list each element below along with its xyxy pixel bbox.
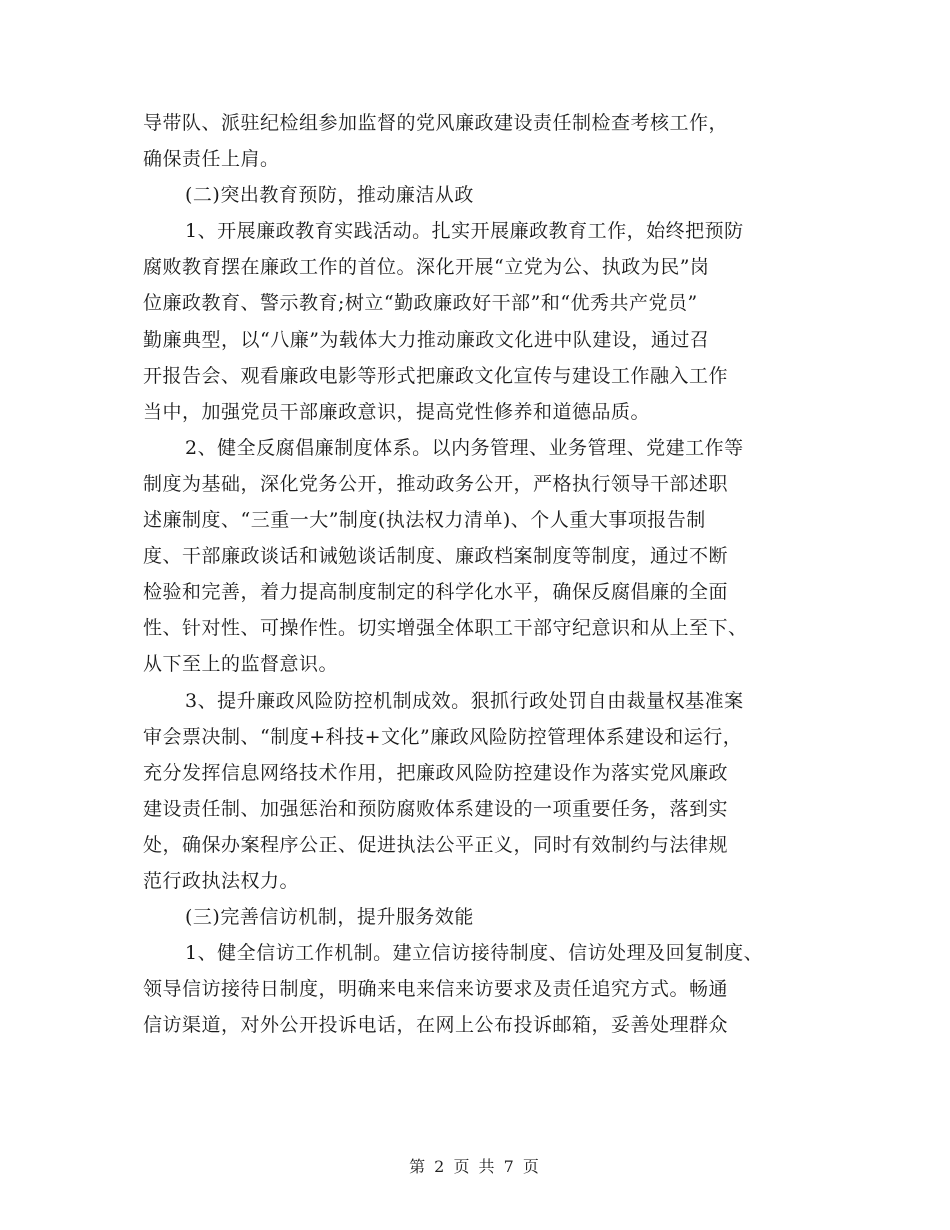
document-body — [143, 105, 833, 1043]
text-line: 述廉制度、“三重一大”制度(执法权力清单)、个人重大事项报告制 — [143, 509, 706, 532]
page-number-footer: 第 2 页 共 7 页 — [409, 1157, 541, 1176]
paragraph-start: 2、健全反腐倡廉制度体系。以内务管理、业务管理、党建工作等 — [185, 436, 744, 459]
text-line: 建设责任制、加强惩治和预防腐败体系建设的一项重要任务，落到实 — [143, 797, 729, 820]
text-line: 从下至上的监督意识。 — [143, 653, 339, 676]
text-line: 充分发挥信息网络技术作用，把廉政风险防控建设作为落实党风廉政 — [143, 761, 729, 784]
text-line: 导带队、派驻纪检组参加监督的党风廉政建设责任制检查考核工作， — [143, 112, 729, 134]
text-line: 处，确保办案程序公正、促进执法公平正义，同时有效制约与法律规 — [143, 833, 729, 856]
text-line: 确保责任上肩。 — [143, 148, 280, 171]
text-line: 位廉政教育、警示教育;树立“勤政廉政好干部”和“优秀共产党员” — [143, 292, 698, 315]
text-line: 信访渠道，对外公开投诉电话，在网上公布投诉邮箱，妥善处理群众 — [143, 1014, 729, 1037]
paragraph-start: 3、提升廉政风险防控机制成效。狠抓行政处罚自由裁量权基准案 — [185, 689, 744, 712]
text-line: 范行政执法权力。 — [143, 869, 300, 892]
section-heading: (三)完善信访机制，提升服务效能 — [185, 906, 474, 929]
text-line: 开报告会、观看廉政电影等形式把廉政文化宣传与建设工作融入工作 — [143, 364, 729, 387]
text-line: 勤廉典型，以“八廉”为载体大力推动廉政文化进中队建设，通过召 — [143, 328, 710, 351]
text-line: 腐败教育摆在廉政工作的首位。深化开展“立党为公、执政为民”岗 — [143, 256, 710, 279]
paragraph-start: 1、开展廉政教育实践活动。扎实开展廉政教育工作，始终把预防 — [185, 220, 744, 243]
paragraph-start: 1、健全信访工作机制。建立信访接待制度、信访处理及回复制度、 — [185, 942, 764, 965]
text-line: 制度为基础，深化党务公开，推动政务公开，严格执行领导干部述职 — [143, 472, 729, 495]
section-heading: (二)突出教育预防，推动廉洁从政 — [185, 184, 474, 207]
text-line: 度、干部廉政谈话和诫勉谈话制度、廉政档案制度等制度，通过不断 — [143, 545, 729, 568]
text-line: 当中，加强党员干部廉政意识，提高党性修养和道德品质。 — [143, 400, 651, 423]
text-line: 检验和完善，着力提高制度制定的科学化水平，确保反腐倡廉的全面 — [143, 581, 729, 604]
text-line: 领导信访接待日制度，明确来电来信来访要求及责任追究方式。畅通 — [143, 978, 729, 1001]
text-line: 审会票决制、“制度+科技+文化”廉政风险防控管理体系建设和运行， — [143, 725, 743, 748]
text-line: 性、针对性、可操作性。切实增强全体职工干部守纪意识和从上至下、 — [143, 617, 748, 640]
